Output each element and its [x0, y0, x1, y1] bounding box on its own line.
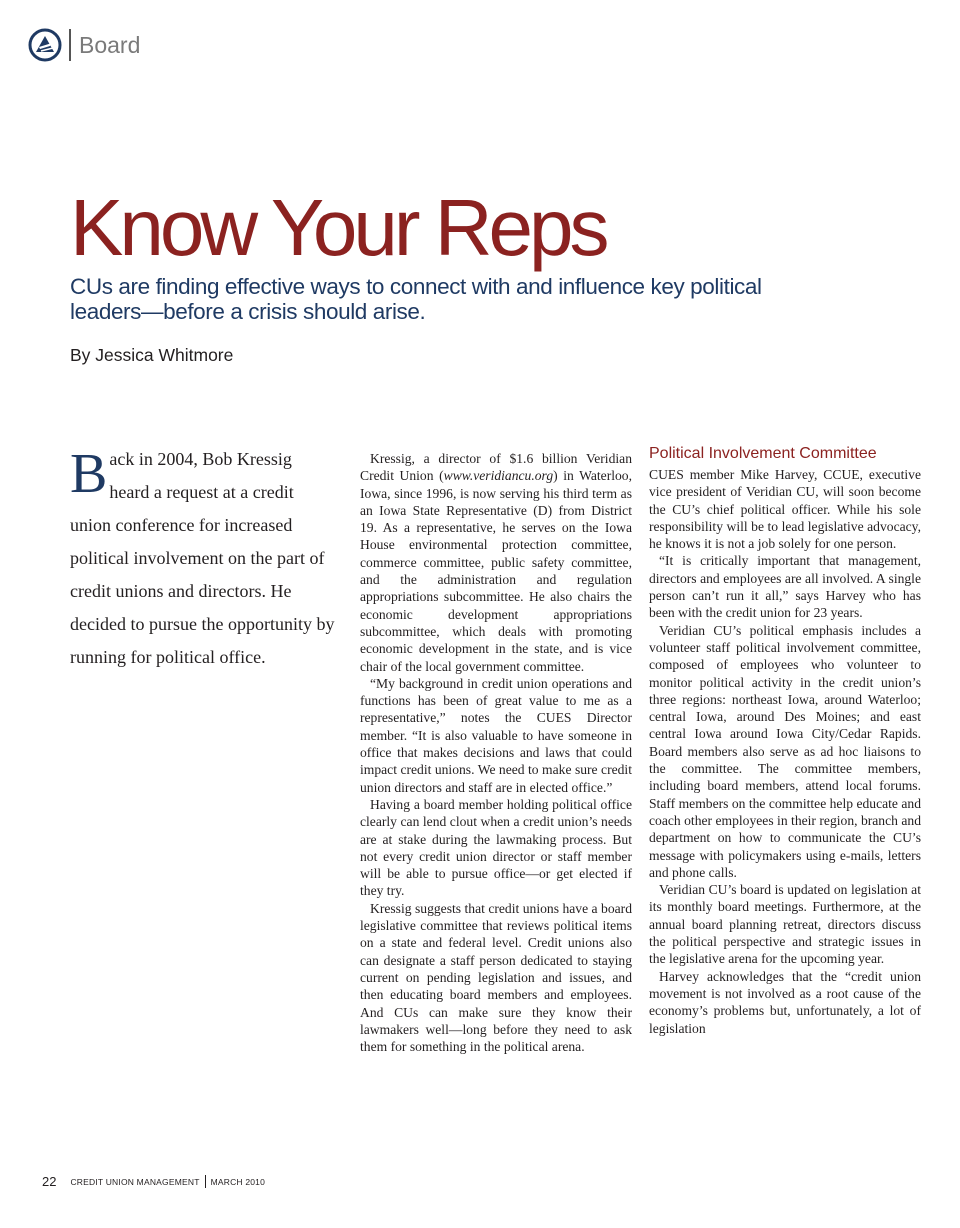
- body-column-middle: [360, 450, 632, 1055]
- header-divider: [69, 29, 71, 61]
- page-number: 22: [42, 1174, 57, 1189]
- issue-date: MARCH 2010: [210, 1176, 266, 1187]
- page-header: [28, 28, 140, 62]
- byline: By Jessica Whitmore: [70, 345, 234, 365]
- section-label: Board: [79, 31, 141, 58]
- article-title: Know Your Reps: [70, 183, 606, 272]
- intro-text: ack in 2004, Bob Kressig heard a request at a credit union conference for increased political involvement on the part of credit unions and directors. He decided to pursue the opportunity by running for political office.: [70, 449, 335, 667]
- body-paragraph: Kressig, a director of $1.6 billion Veridian Credit Union (www.veridiancu.org) in Waterloo, Iowa, since 1996, is now serving his third term as an Iowa State Representative (D) from District 19. As a representative, he serves on the Iowa House environmental protection committee, commerce committee, public safety committee, and the administration and regulation appropriations subcommittee. He also chairs the economic development appropriations subcommittee, which deals with promoting economic development in the state, and is vice chair of the local government committee.: [360, 451, 632, 674]
- body-paragraph: “My background in credit union operations and functions has been of great value to me as a representative,” notes the CUES Director member. “It is also valuable to have someone in office that makes decisions and laws that could impact credit unions. We need to make sure credit union directors and staff are in elected office.”: [360, 675, 632, 795]
- publication-name: CREDIT UNION MANAGEMENT: [70, 1176, 200, 1187]
- body-paragraph: Harvey acknowledges that the “credit union movement is not involved as a root cause of the economy’s problems but, unfortunately, a lot of legislation: [649, 968, 921, 1036]
- body-paragraph: Veridian CU’s political emphasis includes a volunteer staff political involvement committee, composed of employees who volunteer to monitor political activity in the credit union’s three regions: northeast Iowa, around Waterloo; central Iowa, around Des Moines; and east central Iowa around Iowa City/Cedar Rapids. Board members also serve as ad hoc liaisons to the committee. The committee members, including board members, attend local forums. Staff members on the committee help educate and coach other employees in their region, branch and department on how to communicate the CU’s message with policymakers using e-mails, letters and phone calls.: [649, 622, 921, 880]
- intro-paragraph: [70, 443, 335, 674]
- drop-cap: B: [70, 443, 108, 505]
- subheading: Political Involvement Committee: [649, 445, 877, 462]
- footer-divider: [205, 1175, 206, 1188]
- body-paragraph: Veridian CU’s board is updated on legislation at its monthly board meetings. Furthermore, at the annual board planning retreat, directors discuss the political perspective and strategic issues in the legislative arena for the upcoming year.: [649, 882, 921, 967]
- article-deck: CUs are finding effective ways to connect with and influence key political leaders—before a crisis should arise.: [70, 274, 762, 324]
- page-footer: [42, 1174, 265, 1189]
- cues-logo-icon: [28, 28, 62, 62]
- body-paragraph: Having a board member holding political office clearly can lend clout when a credit union’s needs are at stake during the lawmaking process. But not every credit union director or staff member will be able to pursue office—or get elected if they try.: [360, 796, 632, 899]
- veridian-url-link[interactable]: www.veridiancu.org: [443, 468, 554, 484]
- body-paragraph: “It is critically important that management, directors and employees are all involved. A single person can’t run it all,” says Harvey who has been with the credit union for 23 years.: [649, 553, 921, 621]
- body-paragraph: Kressig suggests that credit unions have a board legislative committee that reviews political items on a state and federal level. Credit unions also can designate a staff person dedicated to staying current on pending legislation and issues, and then educating board members and employees. And CUs can make sure they know their lawmakers well—long before they need to ask them for something in the political arena.: [360, 900, 632, 1055]
- body-column-right: [649, 444, 921, 1037]
- body-paragraph: CUES member Mike Harvey, CCUE, executive vice president of Veridian CU, will soon become the CU’s chief political officer. While his sole responsibility will be to lead legislative advocacy, he knows it is not a job solely for one person.: [649, 467, 921, 552]
